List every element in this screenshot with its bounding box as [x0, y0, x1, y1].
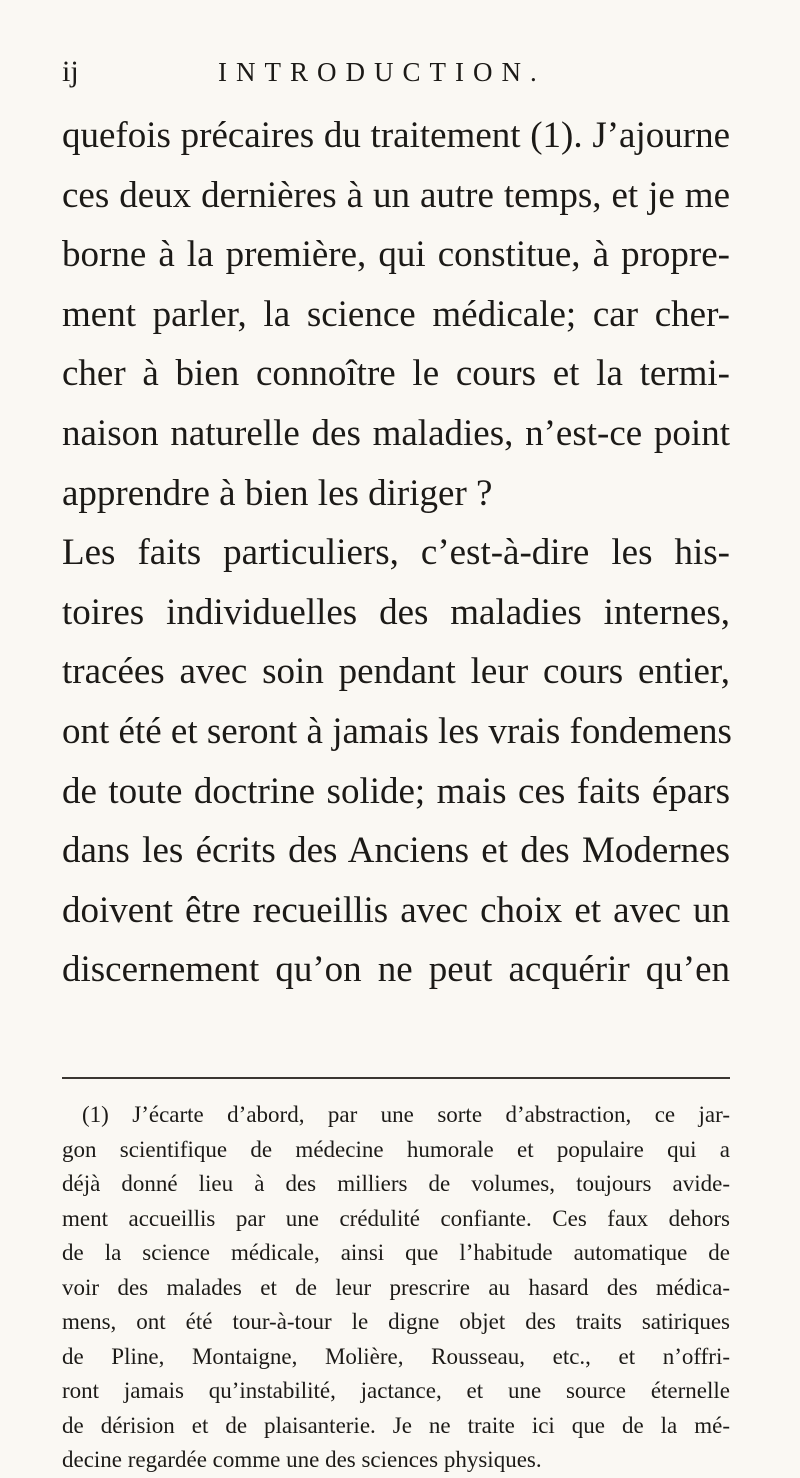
running-title: INTRODUCTION. [218, 57, 546, 87]
footnote-line: de Pline, Montaigne, Molière, Rousseau, etc., et n’offri- [62, 1343, 730, 1369]
footnote-line: decine regardée comme une des sciences physiques. [62, 1447, 542, 1472]
text-line: naison naturelle des maladies, n’est-ce point [62, 412, 730, 454]
text-line: ont été et seront à jamais les vrais fondemens [62, 710, 732, 752]
footnote-separator [62, 1077, 730, 1079]
main-text [62, 106, 730, 1000]
footnote-line: de la science médicale, ainsi que l’habitude automatique de [62, 1240, 730, 1265]
footnote-line: déjà donné lieu à des milliers de volumes, toujours avide- [62, 1171, 730, 1196]
page-header [62, 55, 742, 95]
footnote-line: gon scientifique de médecine humorale et populaire qui a [62, 1136, 730, 1162]
footnote-line: (1) J’écarte d’abord, par une sorte d’abstraction, ce jar- [82, 1102, 730, 1127]
text-line: toires individuelles des maladies internes, [62, 591, 730, 633]
text-line: dans les écrits des Anciens et des Modernes [62, 830, 730, 872]
text-line: quefois précaires du traitement (1). J’ajourne [62, 115, 730, 156]
footnote [62, 1098, 730, 1478]
text-line: discernement qu’on ne peut acquérir qu’en [62, 949, 730, 991]
footnote-line: voir des malades et de leur prescrire au hasard des médica- [62, 1274, 730, 1300]
text-line: apprendre à bien les diriger ? [62, 472, 493, 514]
page-number: ij [62, 55, 79, 88]
footnote-line: de dérision et de plaisanterie. Je ne traite ici que de la mé- [62, 1412, 730, 1438]
footnote-line: mens, ont été tour-à-tour le digne objet des traits satiriques [62, 1309, 730, 1334]
text-line: tracées avec soin pendant leur cours entier, [62, 651, 730, 693]
text-line: cher à bien connoître le cours et la termi- [62, 353, 730, 395]
text-line: borne à la première, qui constitue, à propre- [62, 234, 730, 276]
footnote-line: ment accueillis par une crédulité confiante. Ces faux dehors [62, 1205, 730, 1231]
text-line: ces deux dernières à un autre temps, et je me [62, 174, 730, 216]
text-line: ment parler, la science médicale; car cher- [62, 293, 730, 335]
text-line: Les faits particuliers, c’est-à-dire les his- [62, 532, 730, 574]
text-line: de toute doctrine solide; mais ces faits épars [62, 770, 730, 812]
text-line: doivent être recueillis avec choix et avec un [62, 889, 730, 931]
footnote-line: ront jamais qu’instabilité, jactance, et une source éternelle [62, 1378, 730, 1403]
